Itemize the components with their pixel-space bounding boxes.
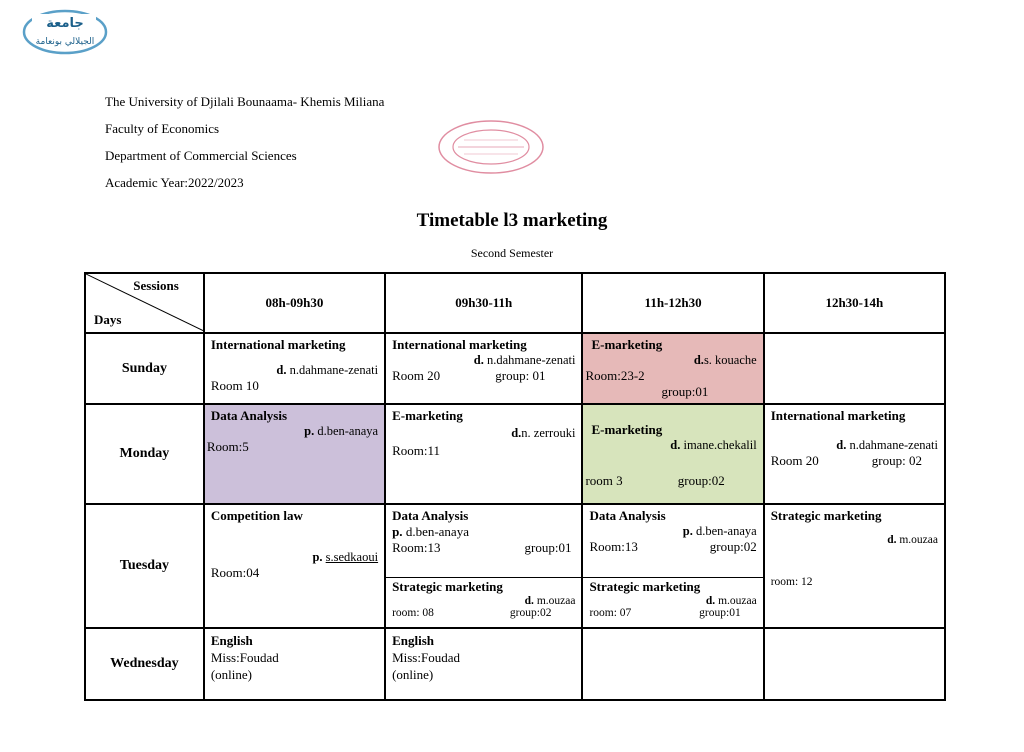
faculty-name: Faculty of Economics (105, 121, 220, 136)
group: group:01 (661, 384, 709, 399)
subject-name: E-marketing (591, 337, 663, 352)
subject-name: International marketing (392, 337, 527, 352)
group: group: 01 (495, 368, 546, 383)
room: Room 20 (770, 453, 819, 468)
class-cell: E-marketing d.n. zerrouki Room:11 (385, 404, 582, 504)
timetable (84, 272, 946, 704)
room: room: 12 (770, 576, 813, 588)
professor-name: m.ouzaa (536, 595, 576, 607)
semester-subtitle: Second Semester (470, 246, 554, 260)
timetable-grid (84, 272, 946, 701)
class-cell-highlighted: E-marketing d. imane.chekalil room 3 group:02 (582, 404, 763, 504)
empty-cell (582, 628, 763, 700)
professor-name: s. kouache (703, 353, 757, 367)
day-monday: Monday (85, 404, 204, 504)
class-cell: Competition law p. s.sedkaoui Room:04 (204, 504, 385, 628)
subject-name: Data Analysis (210, 408, 288, 423)
class-mode: (online) (392, 667, 434, 682)
day-tuesday: Tuesday (85, 504, 204, 628)
subject-name: Competition law (210, 508, 303, 523)
subject-name: E-marketing (392, 408, 463, 423)
professor-name: n.dahmane-zenati (289, 363, 379, 377)
session-header: 08h-09h30 (204, 273, 385, 333)
subject-name: International marketing (210, 337, 346, 352)
subject-name: Strategic marketing (392, 579, 503, 594)
professor-name: n. zerrouki (521, 426, 576, 440)
day-wednesday: Wednesday (85, 628, 204, 700)
class-cell: Strategic marketing d. m.ouzaa room: 12 (764, 504, 945, 628)
timetable-title: Timetable l3 marketing (416, 210, 608, 231)
class-cell: International marketing d. n.dahmane-zenati Room 20 group: 02 (764, 404, 945, 504)
class-cell: International marketing d. n.dahmane-zenati Room 10 (204, 333, 385, 404)
subject-name: International marketing (770, 408, 906, 423)
empty-cell (764, 333, 945, 404)
teacher-name: Miss:Foudad (392, 650, 460, 665)
room: room: 07 (589, 607, 632, 619)
teacher-name: Miss:Foudad (210, 650, 279, 665)
empty-cell (764, 628, 945, 700)
split-cell: Data Analysis p. d.ben-anaya Room:13 group:01 Strategic marketing d. m.ouzaa room: 08 group:02 (385, 504, 582, 628)
session-header: 12h30-14h (764, 273, 945, 333)
department-name: Department of Commercial Sciences (105, 148, 297, 163)
class-cell-highlighted: E-marketing d.s. kouache Room:23-2 group:01 (582, 333, 763, 404)
day-sunday: Sunday (85, 333, 204, 404)
group: group: 02 (871, 453, 922, 468)
subject-name: Strategic marketing (770, 508, 882, 523)
session-header: 09h30-11h (385, 273, 582, 333)
group: group:02 (509, 607, 552, 619)
class-cell: International marketing d. n.dahmane-zenati Room 20 group: 01 (385, 333, 582, 404)
room: room 3 (585, 473, 623, 488)
svg-text:الجيلالي بونعامة: الجيلالي بونعامة (35, 37, 95, 47)
class-cell (385, 628, 582, 700)
class-cell (204, 628, 385, 700)
institution-header (105, 88, 384, 196)
university-logo (22, 6, 108, 56)
subject-name: English (210, 633, 253, 648)
days-label: Days (94, 312, 122, 327)
professor-name: d.ben-anaya (695, 524, 757, 538)
class-cell-highlighted: Data Analysis p. d.ben-anaya Room:5 (204, 404, 385, 504)
room: Room 10 (210, 378, 259, 393)
room: room: 08 (392, 607, 434, 619)
department-stamp (436, 118, 546, 176)
professor-name: d.ben-anaya (317, 424, 379, 438)
professor-name: n.dahmane-zenati (486, 353, 576, 367)
sessions-label: Sessions (133, 278, 179, 293)
class-mode: (online) (210, 667, 252, 682)
group: group:02 (709, 539, 757, 554)
university-name: The University of Djilali Bounaama- Khemis Miliana (105, 94, 385, 109)
professor-name: n.dahmane-zenati (849, 438, 938, 452)
professor-name: m.ouzaa (899, 534, 938, 546)
corner-cell (85, 273, 204, 333)
group: group:02 (677, 473, 725, 488)
subject-name: Data Analysis (392, 508, 469, 523)
room: Room:23-2 (585, 368, 645, 383)
room: Room:5 (206, 439, 249, 454)
room: Room:13 (392, 540, 441, 555)
professor-name: m.ouzaa (718, 595, 757, 607)
room: Room:11 (392, 443, 440, 458)
session-header: 11h-12h30 (582, 273, 763, 333)
group: group:01 (524, 540, 572, 555)
professor-name: imane.chekalil (683, 438, 757, 452)
professor-name[interactable]: s.sedkaoui (325, 550, 379, 564)
subject-name: English (392, 633, 434, 648)
group: group:01 (699, 607, 741, 619)
professor-name: d.ben-anaya (405, 524, 469, 539)
room: Room 20 (392, 368, 441, 383)
subject-name: Data Analysis (589, 508, 666, 523)
split-cell: Data Analysis p. d.ben-anaya Room:13 group:02 Strategic marketing d. m.ouzaa room: 07 group:01 (582, 504, 763, 628)
subject-name: Strategic marketing (589, 579, 701, 594)
room: Room:13 (589, 539, 638, 554)
svg-text:جامعة: جامعة (46, 16, 84, 31)
academic-year: Academic Year:2022/2023 (105, 175, 244, 190)
room: Room:04 (210, 565, 260, 580)
subject-name: E-marketing (591, 422, 663, 437)
